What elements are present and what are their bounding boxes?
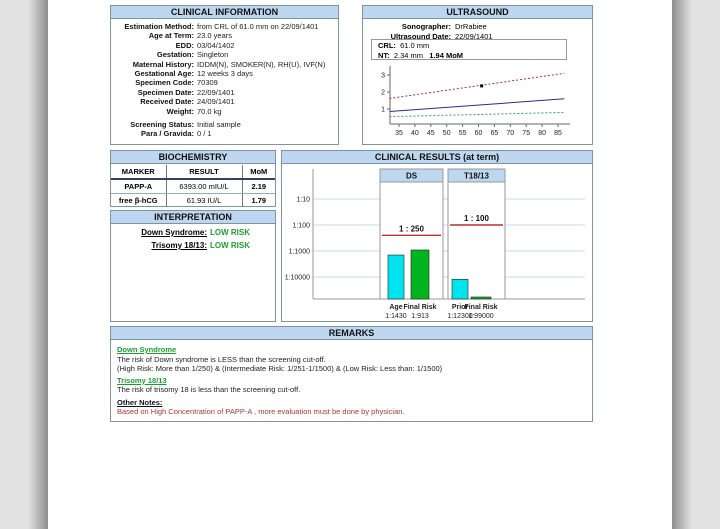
condition-label: Down Syndrome:	[141, 228, 207, 237]
field-value: DrRabiee	[455, 22, 487, 31]
field-label: Gestation:	[156, 50, 194, 60]
interpretation-row	[111, 226, 275, 239]
bar-value-label: 1:99000	[468, 313, 494, 320]
field-label: EDD:	[175, 40, 194, 50]
clinical-information-fields	[111, 19, 338, 139]
x-tick-label: 75	[522, 130, 531, 137]
x-tick-label: 55	[458, 130, 467, 137]
clinical-results-box	[281, 150, 593, 322]
clinical-information-box	[110, 5, 339, 145]
cutoff-label: 1 : 100	[464, 214, 489, 223]
risk-bar-final-risk	[471, 297, 491, 299]
marker-result: 6393.00 mIU/L	[166, 179, 242, 194]
biochemistry-title: BIOCHEMISTRY	[111, 151, 275, 164]
field-label: Ultrasound Date:	[390, 31, 451, 41]
field-label: Weight:	[166, 106, 194, 116]
field-value: 12 weeks 3 days	[197, 69, 253, 79]
field-value: 03/04/1402	[197, 40, 235, 50]
nt-label: NT:	[378, 50, 390, 60]
bar-category-label: Prior	[451, 304, 469, 311]
field-label: Screening Status:	[130, 120, 194, 130]
field-label: Sonographer:	[401, 22, 451, 31]
series-upper-limit	[389, 73, 564, 98]
page-shadow-left	[28, 0, 48, 529]
x-tick-label: 85	[554, 130, 562, 137]
x-tick-label: 45	[426, 130, 435, 137]
clinical-information-title: CLINICAL INFORMATION	[111, 6, 338, 19]
cutoff-label: 1 : 250	[399, 224, 424, 234]
risk-bar-prior	[452, 279, 468, 299]
remark-heading-trisomy: Trisomy 18/13	[117, 375, 167, 385]
bar-value-label: 1:913	[411, 313, 429, 320]
interpretation-box	[110, 210, 276, 322]
y-tick-label: 2	[381, 89, 385, 97]
x-tick-label: 35	[395, 130, 403, 137]
column-header-mom: MoM	[242, 165, 275, 179]
y-tick-label: 3	[381, 72, 385, 80]
x-tick-label: 65	[490, 130, 499, 137]
biochemistry-table	[111, 165, 275, 207]
bar-value-label: 1:12300	[447, 313, 473, 320]
interpretation-row	[111, 239, 275, 252]
field-value: Singleton	[197, 50, 229, 60]
field-label: Specimen Date:	[137, 87, 194, 97]
remarks-box	[110, 326, 593, 422]
remark-text: (High Risk: More than 1/250) & (Intermediate Risk: 1/251-1/1500) & (Low Risk: Less than: 1/1500)	[117, 364, 443, 373]
remarks-title: REMARKS	[111, 327, 592, 340]
bar-category-label: Final Risk	[464, 304, 498, 311]
field-value: 70.0 kg	[197, 106, 222, 116]
y-tick-label: 1:100	[292, 222, 310, 230]
panel-title: T18/13	[464, 171, 489, 181]
ultrasound-measurements-box	[371, 39, 567, 60]
field-label: Para / Gravida:	[141, 129, 194, 139]
ultrasound-fields	[363, 19, 592, 41]
nt-measurement	[378, 51, 566, 61]
field-label: Age at Term:	[148, 31, 194, 41]
field-label: Received Date:	[140, 97, 194, 107]
field-value: 23.0 years	[197, 31, 233, 41]
table-header-row	[111, 165, 275, 179]
x-tick-label: 50	[442, 130, 451, 137]
field-value: 22/09/1401	[197, 87, 235, 97]
field-value: 0 / 1	[197, 129, 212, 139]
risk-status: LOW RISK	[210, 241, 250, 250]
field-label: Specimen Code:	[135, 78, 194, 88]
field-value: IDDM(N), SMOKER(N), RH(U), IVF(N)	[197, 59, 326, 69]
column-header-result: RESULT	[166, 165, 242, 179]
interpretation-title: INTERPRETATION	[111, 211, 275, 224]
y-tick-label: 1:10	[296, 196, 310, 204]
y-tick-label: 1	[381, 106, 385, 114]
column-header-marker: MARKER	[111, 165, 166, 179]
x-tick-label: 40	[411, 130, 419, 137]
remark-text: The risk of trisomy 18 is less than the screening cut-off.	[117, 385, 301, 394]
nt-measurement-point	[480, 84, 483, 87]
series-median	[389, 99, 564, 112]
nt-chart	[363, 61, 594, 145]
marker-name: free β-hCG	[111, 194, 166, 208]
ultrasound-title: ULTRASOUND	[363, 6, 592, 19]
remark-text-papp-a-note: Based on High Concentration of PAPP-A , more evaluation must be done by physician.	[117, 407, 405, 416]
remark-heading-down-syndrome: Down Syndrome	[117, 345, 177, 354]
risk-bar-final-risk	[411, 250, 429, 299]
field-value: 22/09/1401	[455, 31, 493, 41]
nt-mom-value: 1.94 MoM	[429, 50, 464, 60]
crl-label: CRL:	[378, 41, 396, 50]
risk-bar-age	[388, 255, 404, 299]
y-tick-label: 1:1000	[288, 248, 310, 256]
field-value: from CRL of 61.0 mm on 22/09/1401	[197, 22, 319, 31]
remarks-body	[111, 340, 592, 420]
field-value: 24/09/1401	[197, 97, 235, 107]
y-tick-label: 1:10000	[284, 274, 310, 282]
table-row	[111, 179, 275, 194]
ultrasound-box	[362, 5, 593, 145]
field-value: Initial sample	[197, 120, 241, 130]
field-value: 70309	[197, 78, 218, 88]
risk-status: LOW RISK	[210, 228, 250, 237]
biochemistry-box	[110, 150, 276, 207]
clinical-results-title: CLINICAL RESULTS (at term)	[282, 151, 592, 164]
series-lower-limit	[389, 112, 564, 116]
bar-category-label: Age	[389, 304, 403, 311]
nt-value: 2.34 mm	[393, 50, 424, 60]
crl-measurement	[378, 41, 566, 51]
field-label: Maternal History:	[132, 59, 194, 69]
x-tick-label: 80	[538, 130, 546, 137]
remark-heading-other-notes: Other Notes:	[117, 397, 163, 407]
field-label: Estimation Method:	[124, 22, 194, 31]
remark-text: The risk of Down syndrome is LESS than the screening cut-off.	[117, 354, 326, 364]
bar-category-label: Final Risk	[403, 304, 437, 311]
x-tick-label: 60	[474, 130, 483, 137]
field-label: Gestational Age:	[134, 69, 194, 79]
marker-mom: 1.79	[251, 196, 267, 205]
crl-value: 61.0 mm	[400, 41, 430, 50]
risk-chart	[282, 164, 592, 322]
bar-value-label: 1:1430	[385, 313, 407, 320]
panel-title: DS	[405, 171, 418, 181]
marker-mom: 2.19	[242, 179, 275, 194]
marker-name: PAPP-A	[111, 179, 166, 194]
condition-label: Trisomy 18/13:	[151, 241, 207, 250]
marker-result: 61.93 IU/L	[166, 194, 242, 208]
x-tick-label: 70	[506, 130, 515, 137]
table-row	[111, 194, 275, 208]
page-shadow-right	[672, 0, 692, 529]
